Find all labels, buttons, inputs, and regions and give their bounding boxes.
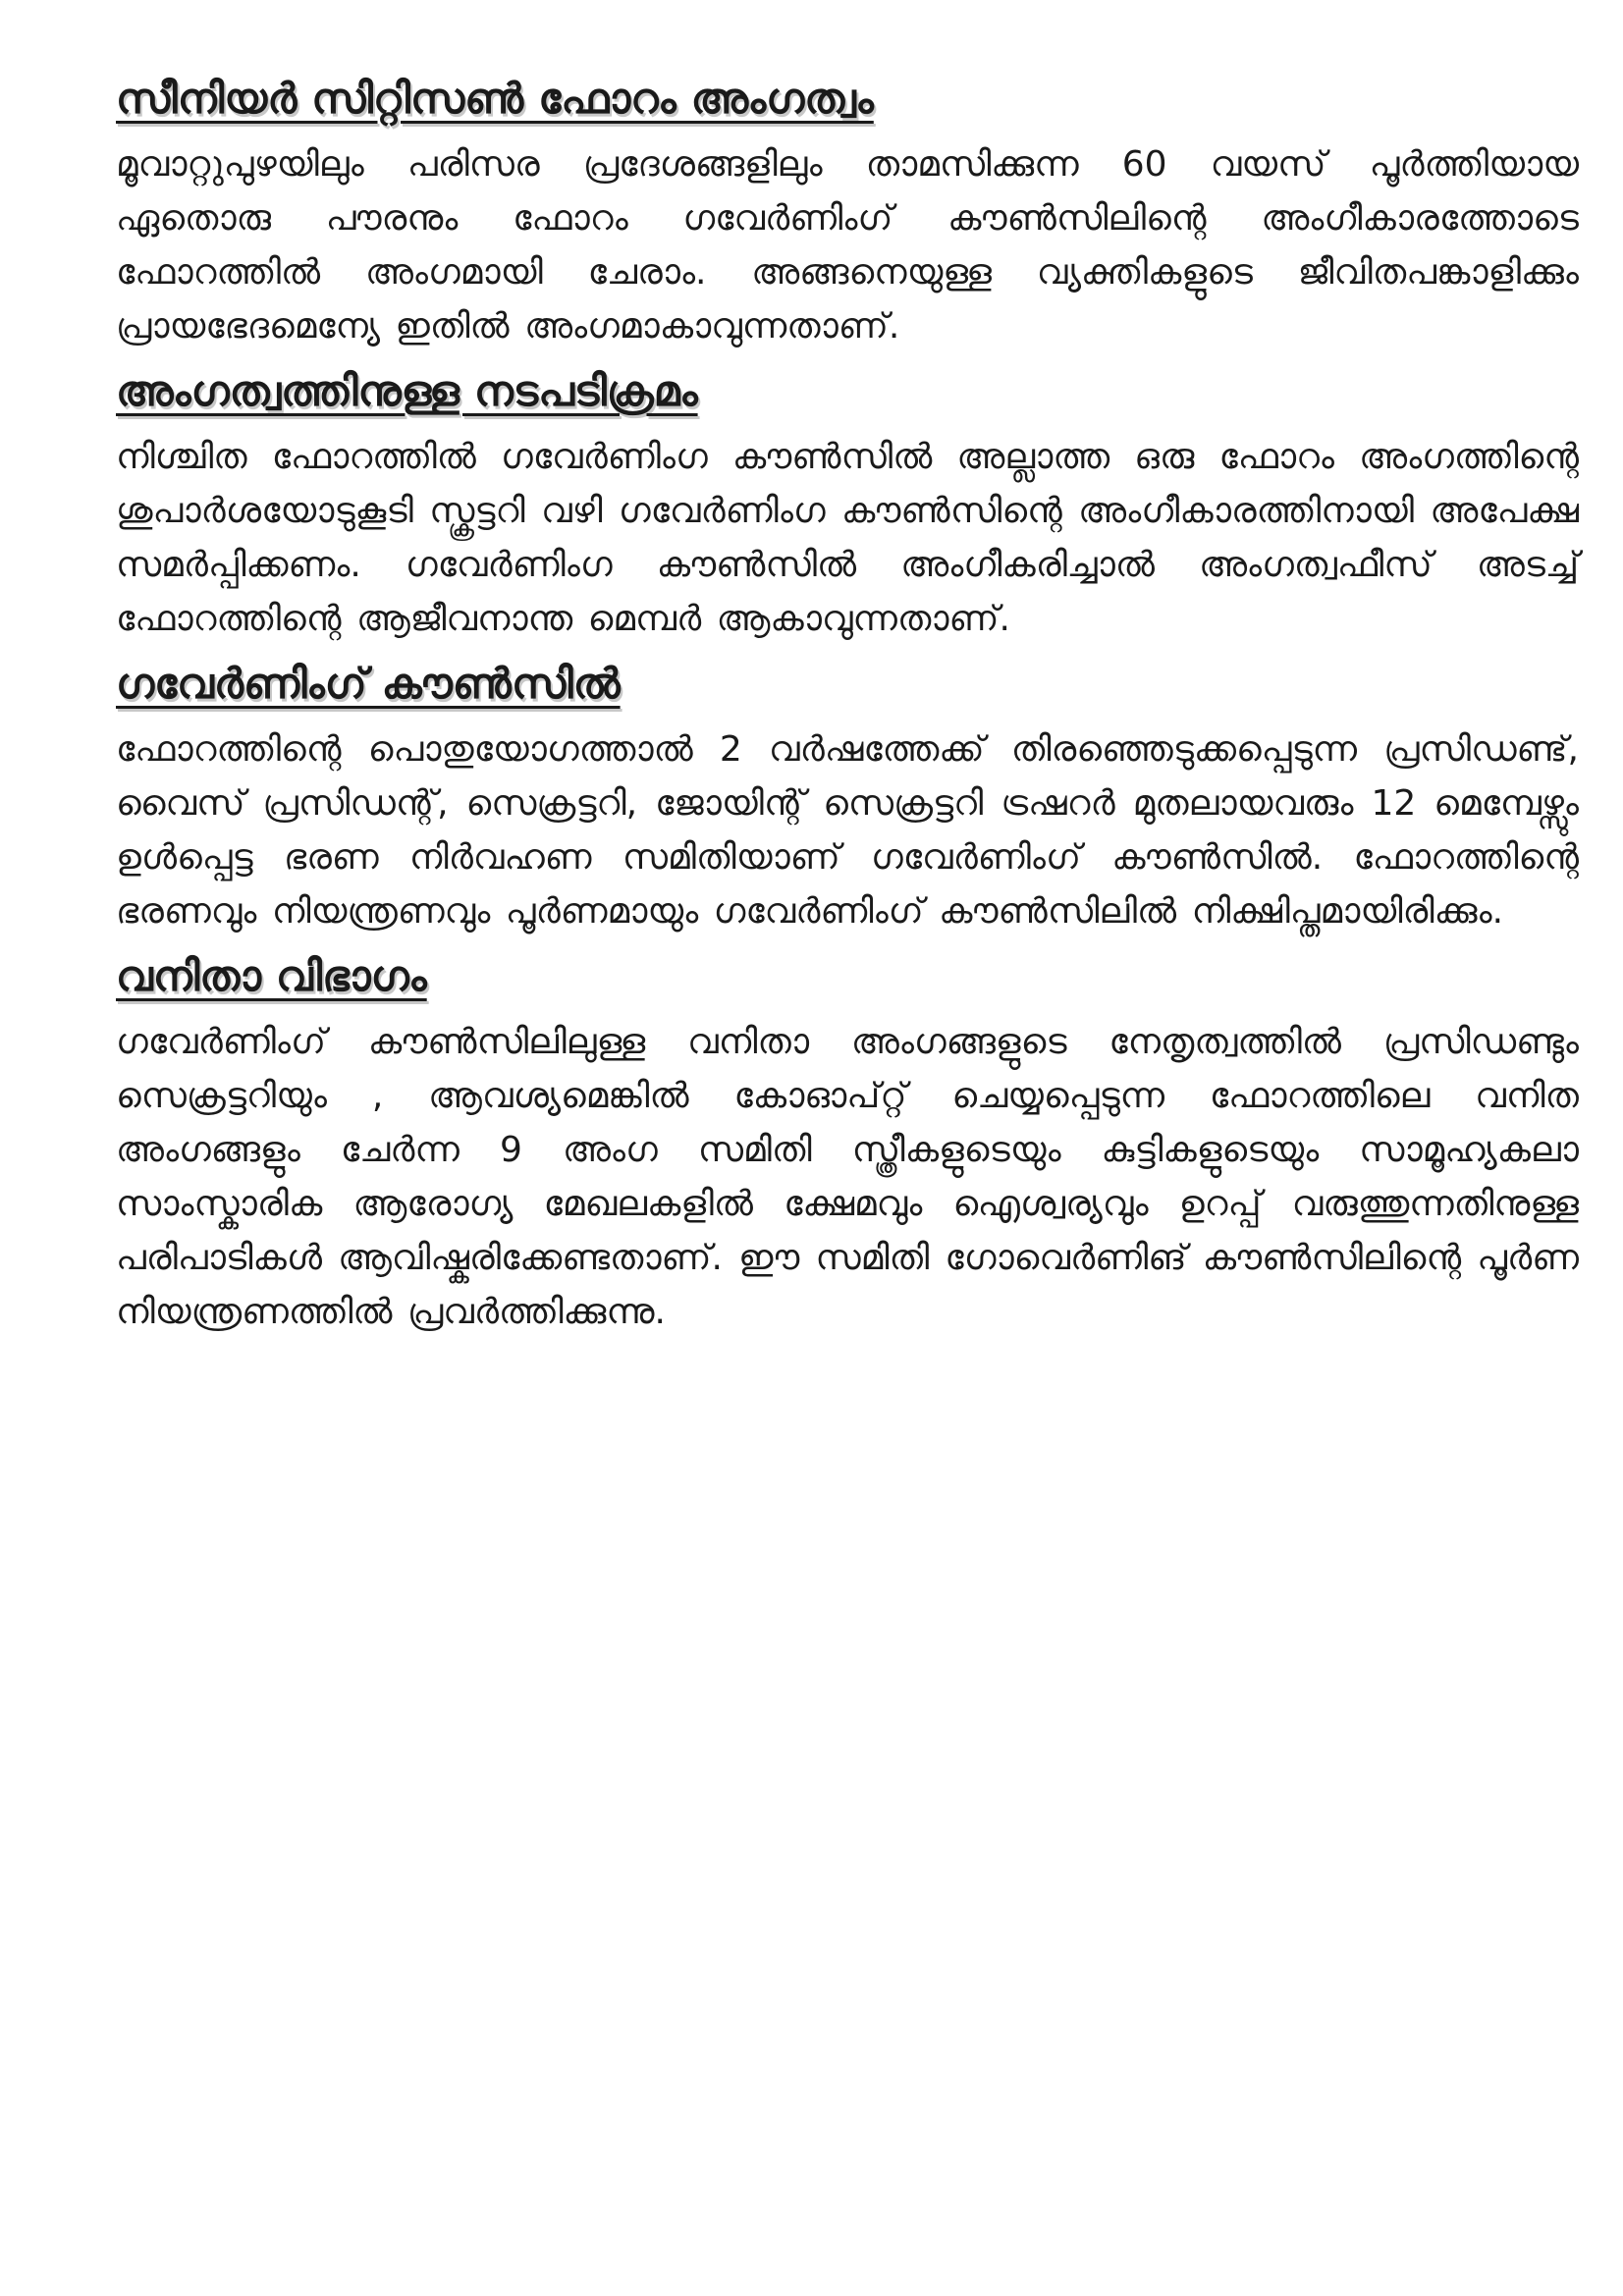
- section-women-wing: [116, 946, 1579, 1339]
- section-paragraph: നിശ്ചിത ഫോറത്തിൽ ഗവേർണിംഗ കൗൺസിൽ അല്ലാത്ത ഒരു ഫോറം അംഗത്തിന്റെ ശുപാർശയോടുകൂടി സ്ക്രട്ടറി വഴി ഗവേർണിംഗ കൗൺസിന്റെ അംഗീകാരത്തിനായി അപേക്ഷ സമർപ്പിക്കണം. ഗവേർണിംഗ കൗൺസിൽ അംഗീകരിച്ചാൽ അംഗത്വഫീസ് അടച്ച് ഫോറത്തിന്റെ ആജീവനാന്ത മെമ്പർ ആകാവുന്നതാണ്.: [116, 437, 1579, 639]
- section-membership-procedure: [116, 361, 1579, 646]
- document-page: [116, 69, 1579, 1347]
- section-governing-council: [116, 654, 1579, 938]
- section-heading: സീനിയർ സിറ്റിസൺ ഫോറം അംഗത്വം: [116, 75, 874, 124]
- section-membership: [116, 69, 1579, 353]
- section-paragraph: ഫോറത്തിന്റെ പൊതുയോഗത്താൽ 2 വർഷത്തേക്ക് തിരഞ്ഞെടുക്കപ്പെടുന്ന പ്രസിഡണ്ട്, വൈസ് പ്രസിഡന്റ്, സെക്രട്ടറി, ജോയിന്റ് സെക്രട്ടറി ട്രഷറർ മുതലായവരും 12 മെമ്പേഴ്സും ഉൾപ്പെട്ട ഭരണ നിർവഹണ സമിതിയാണ് ഗവേർണിംഗ് കൗൺസിൽ. ഫോറത്തിന്റെ ഭരണവും നിയന്ത്രണവും പൂർണമായും ഗവേർണിംഗ് കൗൺസിലിൽ നിക്ഷിപ്തമായിരിക്കും.: [116, 729, 1579, 932]
- section-heading: അംഗത്വത്തിനുള്ള നടപടിക്രമം: [116, 367, 698, 416]
- section-heading: വനിതാ വിഭാഗം: [116, 952, 427, 1001]
- section-heading: ഗവേർണിംഗ് കൗൺസിൽ: [116, 660, 621, 709]
- section-paragraph: മൂവാറ്റുപുഴയിലും പരിസര പ്രദേശങ്ങളിലും താമസിക്കുന്ന 60 വയസ് പൂർത്തിയായ ഏതൊരു പൗരനും ഫോറം ഗവേർണിംഗ് കൗൺസിലിന്റെ അംഗീകാരത്തോടെ ഫോറത്തിൽ അംഗമായി ചേരാം. അങ്ങനെയുള്ള വ്യക്തികളുടെ ജീവിതപങ്കാളിക്കും പ്രായഭേദമെന്യേ ഇതിൽ അംഗമാകാവുന്നതാണ്.: [116, 144, 1579, 347]
- section-paragraph: ഗവേർണിംഗ് കൗൺസിലിലുള്ള വനിതാ അംഗങ്ങളുടെ നേതൃത്വത്തിൽ പ്രസിഡണ്ടും സെക്രട്ടറിയും , ആവശ്യമെങ്കിൽ കോഓപ്റ്റ് ചെയ്യപ്പെടുന്ന ഫോറത്തിലെ വനിത അംഗങ്ങളും ചേർന്ന 9 അംഗ സമിതി സ്ത്രീകളുടെയും കുട്ടികളുടെയും സാമൂഹ്യകലാ സാംസ്കാരിക ആരോഗ്യ മേഖലകളിൽ ക്ഷേമവും ഐശ്വര്യവും ഉറപ്പ് വരുത്തുന്നതിനുള്ള പരിപാടികൾ ആവിഷ്കരിക്കേണ്ടതാണ്. ഈ സമിതി ഗോവെർണിങ് കൗൺസിലിന്റെ പൂർണ നിയന്ത്രണത്തിൽ പ്രവർത്തിക്കുന്നു.: [116, 1022, 1579, 1332]
